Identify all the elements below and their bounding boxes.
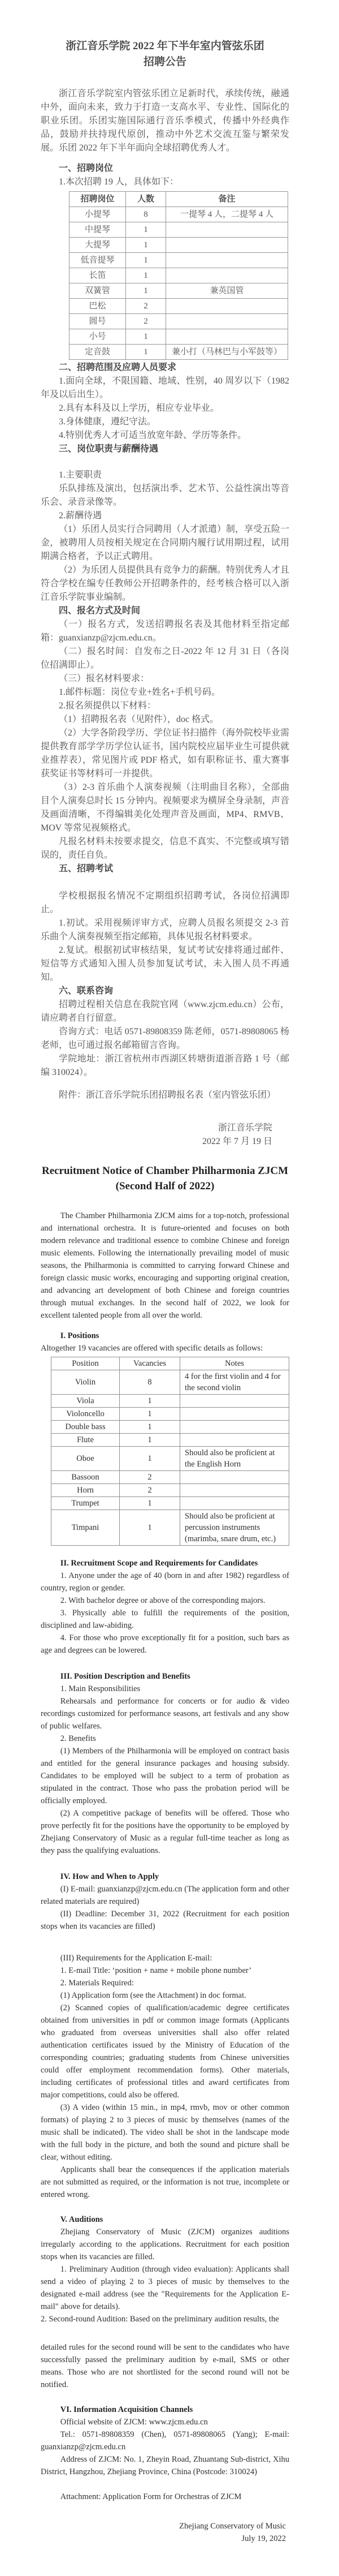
en-section3-heading: III. Position Description and Benefits <box>60 1672 190 1681</box>
zh-benefit-item: （2）为乐团人员提供具有竞争力的薪酬。特别优秀人才且符合学校在编专任教师公开招聘条件的，经考核合格可以入浙江音乐学院事业编制。 <box>41 565 290 602</box>
table-cell: 2 <box>126 299 166 314</box>
table-cell: 1 <box>126 253 166 268</box>
zh-apply-item: （一）报名方式，发送招聘报名表及其他材料至指定邮箱：guanxianzp@zjcm.edu.cn。 <box>41 620 289 643</box>
table-cell <box>180 1395 289 1408</box>
table-cell <box>166 238 288 253</box>
table-cell: 1 <box>126 222 166 238</box>
table-cell: Trumpet <box>51 1497 120 1510</box>
en-audition-paragraph-continued: detailed rules for the second round will be sent to the candidates who have successfully passed the preliminary audition by e-mail, SMS or other means. Those who are not shortlisted for the second round will not be notified. <box>41 2343 289 2389</box>
en-requirement-item: 3. Physically able to fulfill the requirements of the position, disciplined and law-abiding. <box>41 1609 289 1630</box>
table-cell <box>166 222 288 238</box>
table-cell: Timpani <box>51 1510 120 1546</box>
table-cell: 小提琴 <box>69 207 126 222</box>
en-audition-paragraph: Zhejiang Conservatory of Music (ZJCM) organizes auditions irregularly according to the applications. Recruitment for each position stops when its vacancies are filled. <box>41 2227 289 2261</box>
table-row <box>69 222 288 238</box>
table-cell: 1 <box>120 1497 180 1510</box>
en-material-item: (1) Application form (see the Attachment) in doc format. <box>60 1991 246 2000</box>
table-cell: 一提琴 4 人，二提琴 4 人 <box>166 207 288 222</box>
zh-requirement-item: 2.具有本科及以上学历，相应专业毕业。 <box>59 403 220 413</box>
zh-table-header <box>69 192 288 207</box>
en-date: July 19, 2022 <box>241 2534 286 2543</box>
zh-section2-heading: 二、招聘范围及应聘人员要求 <box>59 363 177 372</box>
en-material-item: (3) A video (within 15 min., in mp4, rmvb, mov or other common formats) of playing 2 to 3 pieces of music by themselves (names of the music shall be indicated). The video shall be shot in the landscape mode with the full body in the picture, and both the sound and picture shall be clear, without editing. <box>41 2103 289 2162</box>
zh-section1-lead: 1.本次招聘 19 人，具体如下： <box>59 177 179 187</box>
table-row <box>69 345 288 360</box>
table-row <box>69 268 288 283</box>
zh-date: 2022 年 7 月 19 日 <box>202 1137 272 1146</box>
doc-title-zh-line1: 浙江音乐学院 2022 年下半年室内管弦乐团 <box>66 40 264 52</box>
en-attachment-note: Attachment: Application Form for Orchestras of ZJCM <box>60 2492 242 2501</box>
en-contact-paragraph: Address of ZJCM: No. 1, Zheyin Road, Zhuantang Sub-district, Xihu District, Hangzhou, Zhejiang Province, China (Postcode: 310024) <box>41 2455 289 2476</box>
table-cell: 2 <box>120 1471 180 1484</box>
table-row <box>51 1510 289 1546</box>
zh-signature: 浙江音乐学院 <box>218 1123 272 1133</box>
zh-section5-heading: 五、招聘考试 <box>59 864 114 874</box>
zh-requirement-item: 4.特别优秀人才可适当放宽年龄、学历等条件。 <box>59 431 247 440</box>
en-contact-paragraph: Official website of ZJCM: www.zjcm.edu.cn <box>60 2418 208 2427</box>
zh-material-item: 1.邮件标题：岗位专业+姓名+手机号码。 <box>59 687 221 697</box>
table-cell: 1 <box>120 1434 180 1447</box>
en-signature: Zhejiang Conservatory of Music <box>179 2522 286 2531</box>
zh-exam-paragraph: 1.初试。采用视频评审方式，应聘人员报名须提交 2-3 首乐曲个人演奏视频至指定邮箱，具体见报名材料要求。 <box>41 918 289 941</box>
en-apply-item: (III) Requirements for the Application E-mail: <box>60 1954 212 1963</box>
table-cell: 1 <box>120 1395 180 1408</box>
table-cell: 1 <box>126 329 166 345</box>
en-contact-paragraph: Tel.: 0571-89808359 (Chen), 0571-89808065 (Yang); E-mail: guanxianzp@zjcm.edu.cn <box>41 2430 289 2452</box>
table-cell: 1 <box>126 238 166 253</box>
zh-contact-paragraph: 咨询方式：电话 0571-89808359 陈老师，0571-89808065 杨老师，也可通过报名邮箱留言咨询。 <box>41 1027 289 1050</box>
column-header-notes: 备注 <box>166 192 288 207</box>
table-cell: 1 <box>126 283 166 299</box>
en-section2-heading: II. Recruitment Scope and Requirements for Candidates <box>60 1559 258 1568</box>
table-row <box>69 299 288 314</box>
table-cell: 小号 <box>69 329 126 345</box>
zh-apply-item: （二）报名时间：自发布之日-2022 年 12 月 31 日（各岗位招满即止）。 <box>41 647 289 670</box>
zh-requirement-item: 3.身体健康，遵纪守法。 <box>59 417 157 427</box>
zh-section3-heading: 三、岗位职责与薪酬待遇 <box>59 444 159 454</box>
zh-table-body <box>69 207 288 360</box>
table-cell <box>180 1497 289 1510</box>
en-requirement-item: 2. With bachelor degree or above of the corresponding majors. <box>60 1596 266 1605</box>
table-cell: Violoncello <box>51 1408 120 1421</box>
table-cell: Oboe <box>51 1447 120 1471</box>
zh-responsibilities-body: 乐队排练及演出，包括演出季、艺术节、公益性演出等音乐会、录音录像等。 <box>41 484 289 507</box>
en-material-item: 1. E-mail Title: ‘position + name + mobile phone number’ <box>60 1966 252 1975</box>
table-cell <box>180 1434 289 1447</box>
table-header-row <box>69 192 288 207</box>
zh-intro-paragraph: 浙江音乐学院室内管弦乐团立足新时代，承续传统，融通中外，面向未来，致力于打造一支高水平、专业性、国际化的职业乐团。乐团实施国际通行音乐季模式，传播中外经典作品，鼓励并扶持现代原创，推动中外艺术交流互鉴与繁荣发展。乐团 2022 年下半年面向全球招聘优秀人才。 <box>41 89 289 153</box>
doc-title-en-line2: (Second Half of 2022) <box>115 1180 215 1192</box>
table-cell: Double bass <box>51 1421 120 1434</box>
column-header-vacancies: Vacancies <box>120 1357 180 1370</box>
en-intro-paragraph: The Chamber Philharmonia ZJCM aims for a top-notch, professional and international orchestra. It is future-oriented and focuses on both modern relevance and traditional essence to combine Chinese and foreign music elements. Following the internationally prevailing model of music seasons, the Philharmonia is committed to carrying forward Chinese and foreign classic music works, encouraging and supporting original creation, and advancing art development of both Chinese and foreign countries through mutual exchanges. In the second half of 2022, we look for excellent talented people from all over the world. <box>41 1211 289 1320</box>
table-cell: 中提琴 <box>69 222 126 238</box>
en-material-item: (2) Scanned copies of qualification/academic degree certificates obtained from universities in pdf or common image formats (Applicants who graduated from overseas universities shall also offer related authentication certificates issued by the Ministry of Education of the corresponding countries; graduating students from Chinese universities could offer employment recommendation forms). Other materials, including certificates of professional titles and award certificates from major competitions, could also be offered. <box>41 2003 289 2100</box>
table-row <box>51 1484 289 1497</box>
table-row <box>51 1471 289 1484</box>
table-cell <box>180 1484 289 1497</box>
en-material-item: 2. Materials Required: <box>60 1979 134 1988</box>
table-cell: 定音鼓 <box>69 345 126 360</box>
zh-contact-paragraph: 招聘过程相关信息在我院官网（www.zjcm.edu.cn）公布，请应聘者自行留意。 <box>41 1000 289 1023</box>
table-row <box>51 1370 289 1395</box>
table-cell: 1 <box>120 1408 180 1421</box>
zh-exam-paragraph: 学校根据报名情况不定期组织招聘考试，各岗位招满即止。 <box>41 891 289 914</box>
table-cell: Should also be proficient at percussion instruments (marimba, snare drum, etc.) <box>180 1510 289 1546</box>
table-cell: Should also be proficient at the English Horn <box>180 1447 289 1471</box>
table-header-row <box>51 1357 289 1370</box>
zh-attachment-note: 附件：浙江音乐学院乐团招聘报名表（室内管弦乐团） <box>59 1090 276 1100</box>
zh-material-item: 凡报名材料未按要求提交，信息不真实、不完整或填写错误的，责任自负。 <box>41 837 289 860</box>
en-table-body <box>51 1370 289 1546</box>
column-header-position: 招聘岗位 <box>69 192 126 207</box>
table-cell: 1 <box>126 268 166 283</box>
table-cell: Viola <box>51 1395 120 1408</box>
en-requirement-item: 4. For those who prove exceptionally fit for a position, such bars as age and degrees can be lowered. <box>41 1633 289 1655</box>
table-row <box>69 314 288 329</box>
table-row <box>51 1395 289 1408</box>
en-section6-heading: VI. Information Acquisition Channels <box>60 2405 193 2414</box>
table-cell <box>166 253 288 268</box>
zh-material-item: （2）大学各阶段学历、学位证书扫描件（海外院校毕业需提供教育部学学历学位认证书，国内院校应届毕业生可提供就业推荐表），常见图片或 PDF 格式，如有职称证书、重大赛事获奖证书等材料可一并提供。 <box>41 728 290 779</box>
table-cell: 1 <box>120 1421 180 1434</box>
column-header-vacancies: 人数 <box>126 192 166 207</box>
zh-exam-paragraph: 2.复试。根据初试审核结果，复试考试安排将通过邮件、短信等方式通知入围人员参加复试考试，未入围人员不再通知。 <box>41 945 289 982</box>
table-row <box>69 329 288 345</box>
table-cell: 巴松 <box>69 299 126 314</box>
table-cell <box>166 268 288 283</box>
table-cell: 8 <box>126 207 166 222</box>
table-cell: Horn <box>51 1484 120 1497</box>
zh-responsibilities-title: 1.主要职责 <box>59 470 102 480</box>
doc-title-en-line1: Recruitment Notice of Chamber Philharmonia ZJCM <box>41 1165 289 1177</box>
en-responsibilities-body: Rehearsals and performance for concerts or for audio & video recordings customized for performance seasons, art festivals and any show of public welfares. <box>41 1697 289 1731</box>
doc-title-zh-line2: 招聘公告 <box>143 56 186 68</box>
table-row <box>69 207 288 222</box>
table-cell <box>180 1421 289 1434</box>
zh-benefits-title: 2.薪酬待遇 <box>59 511 102 521</box>
en-section5-heading: V. Auditions <box>60 2215 103 2224</box>
zh-section4-heading: 四、报名方式及时间 <box>59 606 141 616</box>
zh-requirement-item: 1.面向全球，不限国籍、地域、性别，40 周岁以下（1982 年及以后出生）。 <box>41 376 289 399</box>
table-cell: 1 <box>120 1447 180 1471</box>
en-section4-heading: IV. How and When to Apply <box>60 1872 159 1881</box>
zh-section6-heading: 六、联系咨询 <box>59 986 114 996</box>
en-benefit-item: (2) A competitive package of benefits will be offered. Those who prove perfectly fit for the positions have the opportunity to be employed by Zhejiang Conservatory of Music as a regular full-time teacher as long as they pass the qualifying evaluations. <box>41 1809 289 1855</box>
en-benefits-title: 2. Benefits <box>60 1734 96 1743</box>
zh-material-item: 2.报名须提供以下材料： <box>59 701 157 711</box>
en-audition-paragraph: 2. Second-round Audition: Based on the preliminary audition results, the <box>41 2315 279 2324</box>
zh-benefit-item: （1）乐团人员实行合同聘用（人才派遣）制，享受五险一金，被聘用人员按相关规定在合同期内履行试用期过程，试用期满合格者，予以正式聘用。 <box>41 524 290 561</box>
table-row <box>51 1447 289 1471</box>
en-positions-table <box>51 1357 289 1546</box>
table-cell: Flute <box>51 1434 120 1447</box>
table-cell: 长笛 <box>69 268 126 283</box>
zh-positions-table <box>69 191 288 360</box>
table-cell <box>166 299 288 314</box>
en-apply-item: (I) E-mail: guanxianzp@zjcm.edu.cn (The application form and other related materials are required) <box>41 1885 289 1906</box>
en-section1-heading: I. Positions <box>60 1331 99 1340</box>
en-audition-paragraph: 1. Preliminary Audition (through video evaluation): Applicants shall send a video of playing 2 to 3 pieces of music by themselves to the designated e-mail address (see the "Requirements for the Application E-mail" above for details). <box>41 2265 289 2311</box>
table-row <box>51 1408 289 1421</box>
en-apply-item: (II) Deadline: December 31, 2022 (Recruitment for each position stops when its vacancies are filled) <box>41 1910 289 1931</box>
en-material-item: Applicants shall bear the consequences if the application materials are not submitted as required, or the information is not true, incomplete or entered wrong. <box>41 2165 289 2199</box>
table-row <box>69 253 288 268</box>
zh-apply-item: （三）报名材料要求： <box>59 674 150 683</box>
en-table-header <box>51 1357 289 1370</box>
table-cell: 大提琴 <box>69 238 126 253</box>
zh-material-item: （3）2-3 首乐曲个人演奏视频（注明曲目名称），全部曲目个人演奏总时长 15 分钟内。视频要求为横屏全身录制，声音及画面清晰，不得编辑美化处理声音及画面，MP4、RMVB、MOV 等常见视频格式。 <box>41 782 290 833</box>
table-row <box>69 283 288 299</box>
table-cell <box>180 1408 289 1421</box>
table-cell: 兼英国管 <box>166 283 288 299</box>
column-header-notes: Notes <box>180 1357 289 1370</box>
table-cell <box>166 314 288 329</box>
zh-contact-paragraph: 学院地址：浙江省杭州市西湖区转塘街道浙音路 1 号（邮编 310024）。 <box>41 1054 289 1077</box>
en-section1-lead: Altogether 19 vacancies are offered with specific details as follows: <box>41 1344 263 1353</box>
table-cell: Bassoon <box>51 1471 120 1484</box>
table-cell: 1 <box>120 1510 180 1546</box>
en-responsibilities-title: 1. Main Responsibilities <box>60 1684 141 1693</box>
zh-section1-heading: 一、招聘岗位 <box>59 164 114 173</box>
en-benefit-item: (1) Members of the Philharmonia will be employed on contract basis and entitled for the general insurance packages and housing subsidy. Candidates to be employed will be subject to a term of probation as stipulated in the contract. Those who pass the probation period will be officially employed. <box>41 1747 289 1805</box>
table-cell: 低音提琴 <box>69 253 126 268</box>
en-requirement-item: 1. Anyone under the age of 40 (born in and after 1982) regardless of country, region or gender. <box>41 1571 289 1593</box>
table-cell: 双簧管 <box>69 283 126 299</box>
table-cell: 4 for the first violin and 4 for the second violin <box>180 1370 289 1395</box>
table-cell: 8 <box>120 1370 180 1395</box>
column-header-position: Position <box>51 1357 120 1370</box>
english-notice <box>41 1163 289 2545</box>
table-cell: 2 <box>126 314 166 329</box>
table-cell <box>166 329 288 345</box>
table-cell: 兼小打（马林巴与小军鼓等） <box>166 345 288 360</box>
table-cell: 2 <box>120 1484 180 1497</box>
table-row <box>51 1434 289 1447</box>
table-row <box>51 1421 289 1434</box>
table-cell <box>180 1471 289 1484</box>
chinese-notice <box>41 38 289 1149</box>
table-cell: 圆号 <box>69 314 126 329</box>
zh-material-item: （1）招聘报名表（见附件），doc 格式。 <box>59 715 219 724</box>
table-row <box>69 238 288 253</box>
table-row <box>51 1497 289 1510</box>
table-cell: 1 <box>126 345 166 360</box>
table-cell: Violin <box>51 1370 120 1395</box>
